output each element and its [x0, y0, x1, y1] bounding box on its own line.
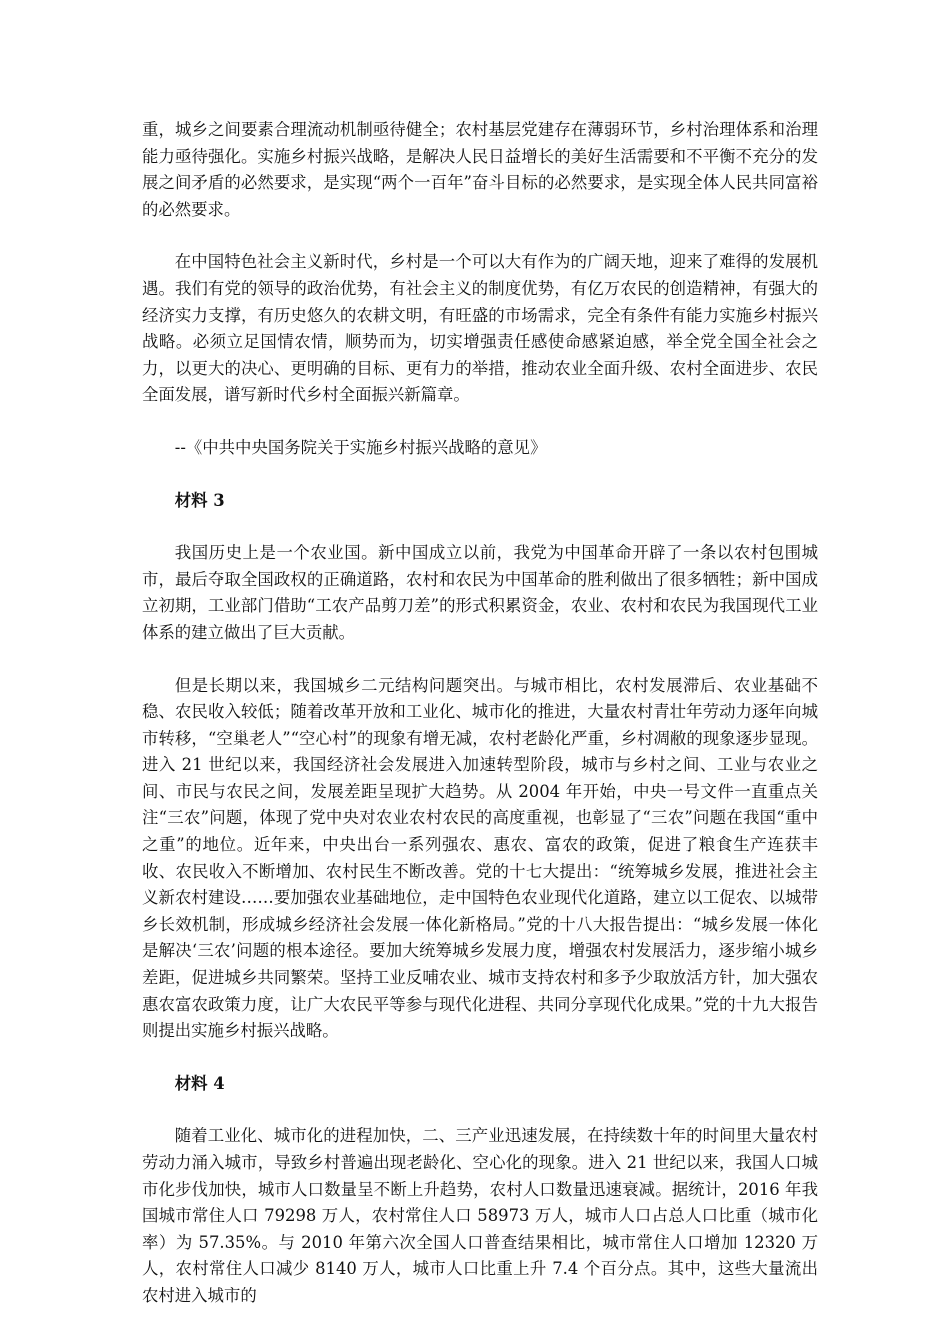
document-page: [142, 117, 818, 1310]
paragraph-gap: [142, 223, 818, 249]
paragraph-gap: [142, 462, 818, 488]
paragraph-gap: [142, 647, 818, 673]
citation-source: --《中共中央国务院关于实施乡村振兴战略的意见》: [174, 437, 547, 457]
paragraph-4: 但是长期以来，我国城乡二元结构问题突出。与城市相比，农村发展滞后、农业基础不稳、农民收入较低；随着改革开放和工业化、城市化的推进，大量农村青壮年劳动力逐年向城市转移，“空巢老人”“空心村”的现象有增无减，农村老龄化严重，乡村凋敝的现象逐步显现。进入 21 世纪以来，我国经济社会发展进入加速转型阶段，城市与乡村之间、工业与农业之间、市民与农民之间，发展差距呈现扩大趋势。从 2004 年开始，中央一号文件一直重点关注“三农”问题，体现了党中央对农业农村农民的高度重视，也彰显了“三农”问题在我国“重中之重”的地位。近年来，中央出台一系列强农、惠农、富农的政策，促进了粮食生产连获丰收、农民收入不断增加、农村民生不断改善。党的十七大提出：“统筹城乡发展，推进社会主义新农村建设……要加强农业基础地位，走中国特色农业现代化道路，建立以工促农、以城带乡长效机制，形成城乡经济社会发展一体化新格局。”党的十八大报告提出：“城乡发展一体化是解决‘三农’问题的根本途径。要加大统筹城乡发展力度，增强农村发展活力，逐步缩小城乡差距，促进城乡共同繁荣。坚持工业反哺农业、城市支持农村和多予少取放活方针，加大强农惠农富农政策力度，让广大农民平等参与现代化进程、共同分享现代化成果。”党的十九大报告则提出实施乡村振兴战略。: [142, 675, 818, 1041]
paragraph-gap: [142, 409, 818, 435]
paragraph-gap: [142, 1045, 818, 1071]
paragraph-gap: [142, 514, 818, 540]
section-heading-material-3: 材料 3: [174, 490, 225, 510]
paragraph-1: 重，城乡之间要素合理流动机制亟待健全；农村基层党建存在薄弱环节，乡村治理体系和治理能力亟待强化。实施乡村振兴战略，是解决人民日益增长的美好生活需要和不平衡不充分的发展之间矛盾的必然要求，是实现“两个一百年”奋斗目标的必然要求，是实现全体人民共同富裕的必然要求。: [142, 120, 818, 219]
paragraph-gap: [142, 1097, 818, 1123]
paragraph-5: 随着工业化、城市化的进程加快，二、三产业迅速发展，在持续数十年的时间里大量农村劳动力涌入城市，导致乡村普遍出现老龄化、空心化的现象。进入 21 世纪以来，我国人口城市化步伐加快，城市人口数量呈不断上升趋势，农村人口数量迅速衰减。据统计，2016 年我国城市常住人口 79298 万人，农村常住人口 58973 万人，城市人口占总人口比重（城市化率）为 57.35%。与 2010 年第六次全国人口普查结果相比，城市常住人口增加 12320 万人，农村常住人口减少 8140 万人，城市人口比重上升 7.4 个百分点。其中，这些大量流出农村进入城市的: [142, 1126, 818, 1305]
section-heading-material-4: 材料 4: [174, 1073, 225, 1093]
paragraph-3: 我国历史上是一个农业国。新中国成立以前，我党为中国革命开辟了一条以农村包围城市，最后夺取全国政权的正确道路，农村和农民为中国革命的胜利做出了很多牺牲；新中国成立初期，工业部门借助“工农产品剪刀差”的形式积累资金，农业、农村和农民为我国现代工业体系的建立做出了巨大贡献。: [142, 543, 818, 642]
paragraph-2: 在中国特色社会主义新时代，乡村是一个可以大有作为的广阔天地，迎来了难得的发展机遇。我们有党的领导的政治优势，有社会主义的制度优势，有亿万农民的创造精神，有强大的经济实力支撑，有历史悠久的农耕文明，有旺盛的市场需求，完全有条件有能力实施乡村振兴战略。必须立足国情农情，顺势而为，切实增强责任感使命感紧迫感，举全党全国全社会之力，以更大的决心、更明确的目标、更有力的举措，推动农业全面升级、农村全面进步、农民全面发展，谱写新时代乡村全面振兴新篇章。: [142, 252, 818, 405]
